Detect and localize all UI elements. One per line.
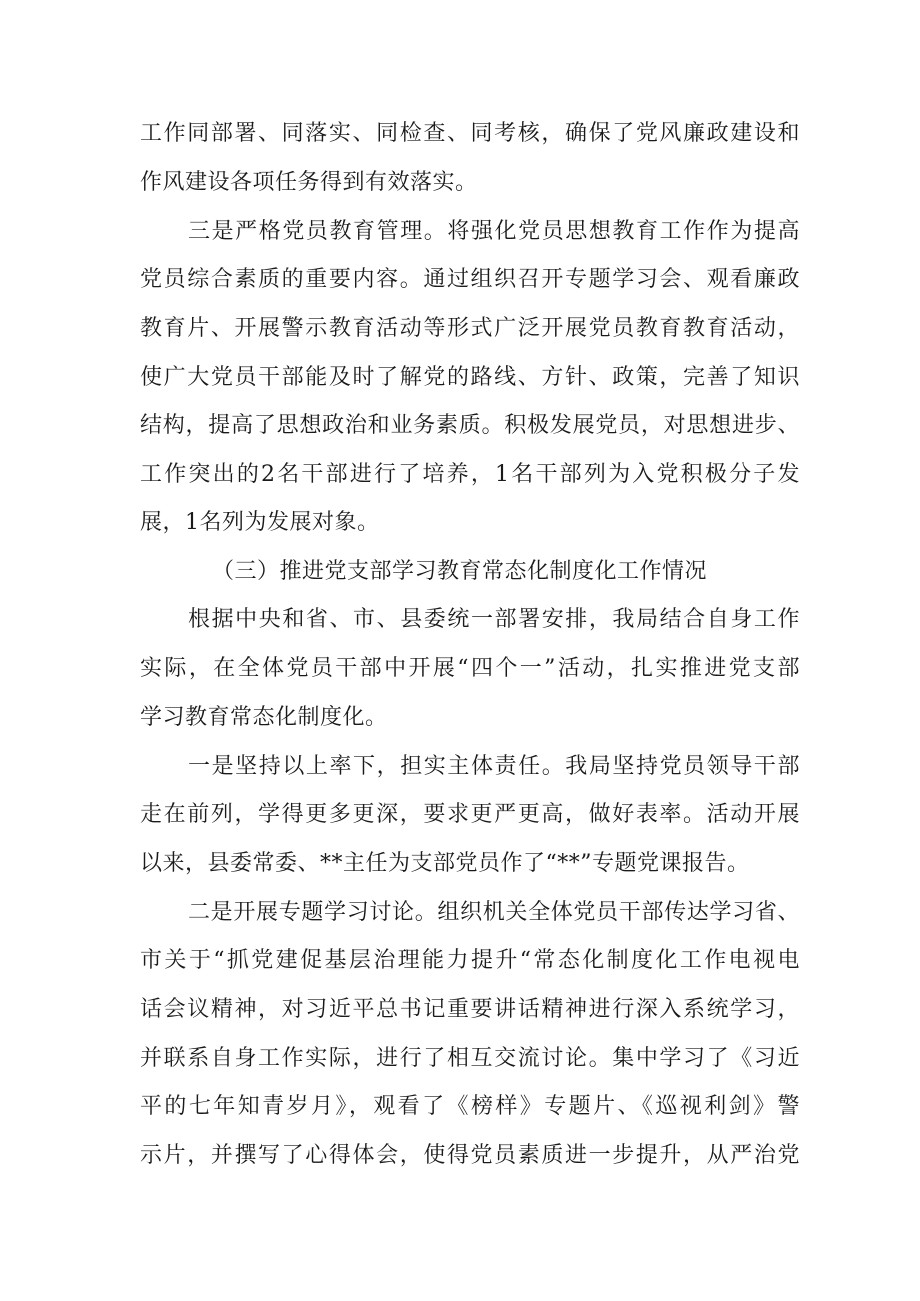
text-line: 话会议精神，对习近平总书记重要讲话精神进行深入系统学习， [140, 997, 800, 1022]
text-line: 展，1名列为发展对象。 [140, 510, 380, 535]
text-line: 实际，在全体党员干部中开展“四个一”活动，扎实推进党支部 [140, 656, 800, 681]
text-line: 作风建设各项任务得到有效落实。 [140, 170, 478, 195]
text-line: 平的七年知青岁月》，观看了《榜样》专题片、《巡视利剑》警 [140, 1094, 800, 1119]
paragraph-start: 根据中央和省、市、县委统一部署安排，我局结合自身工作 [188, 607, 800, 632]
text-line: 工作同部署、同落实、同检查、同考核，确保了党风廉政建设和 [140, 121, 800, 146]
text-line: 示片，并撰写了心得体会，使得党员素质进一步提升，从严治党 [140, 1143, 800, 1168]
text-line: 以来，县委常委、**主任为支部党员作了“**”专题党课报告。 [140, 851, 750, 876]
text-line: 结构，提高了思想政治和业务素质。积极发展党员，对思想进步、 [140, 413, 800, 438]
paragraph-start: 一是坚持以上率下，担实主体责任。我局坚持党员领导干部 [188, 754, 800, 779]
text-line: 市关于“抓党建促基层治理能力提升“常态化制度化工作电视电 [140, 948, 800, 973]
text-line: 工作突出的2名干部进行了培养，1名干部列为入党积极分子发 [140, 462, 800, 487]
text-line: 使广大党员干部能及时了解党的路线、方针、政策，完善了知识 [140, 365, 800, 390]
paragraph-start: 二是开展专题学习讨论。组织机关全体党员干部传达学习省、 [188, 900, 800, 925]
text-line: 走在前列，学得更多更深，要求更严更高，做好表率。活动开展 [140, 802, 800, 827]
text-line: 党员综合素质的重要内容。通过组织召开专题学习会、观看廉政 [140, 267, 800, 292]
text-line: 并联系自身工作实际，进行了相互交流讨论。集中学习了《习近 [140, 1046, 800, 1071]
section-heading: （三）推进党支部学习教育常态化制度化工作情况 [212, 559, 708, 584]
text-line: 教育片、开展警示教育活动等形式广泛开展党员教育教育活动， [140, 316, 800, 341]
text-line: 学习教育常态化制度化。 [140, 705, 388, 730]
paragraph-start: 三是严格党员教育管理。将强化党员思想教育工作作为提高 [188, 219, 800, 244]
